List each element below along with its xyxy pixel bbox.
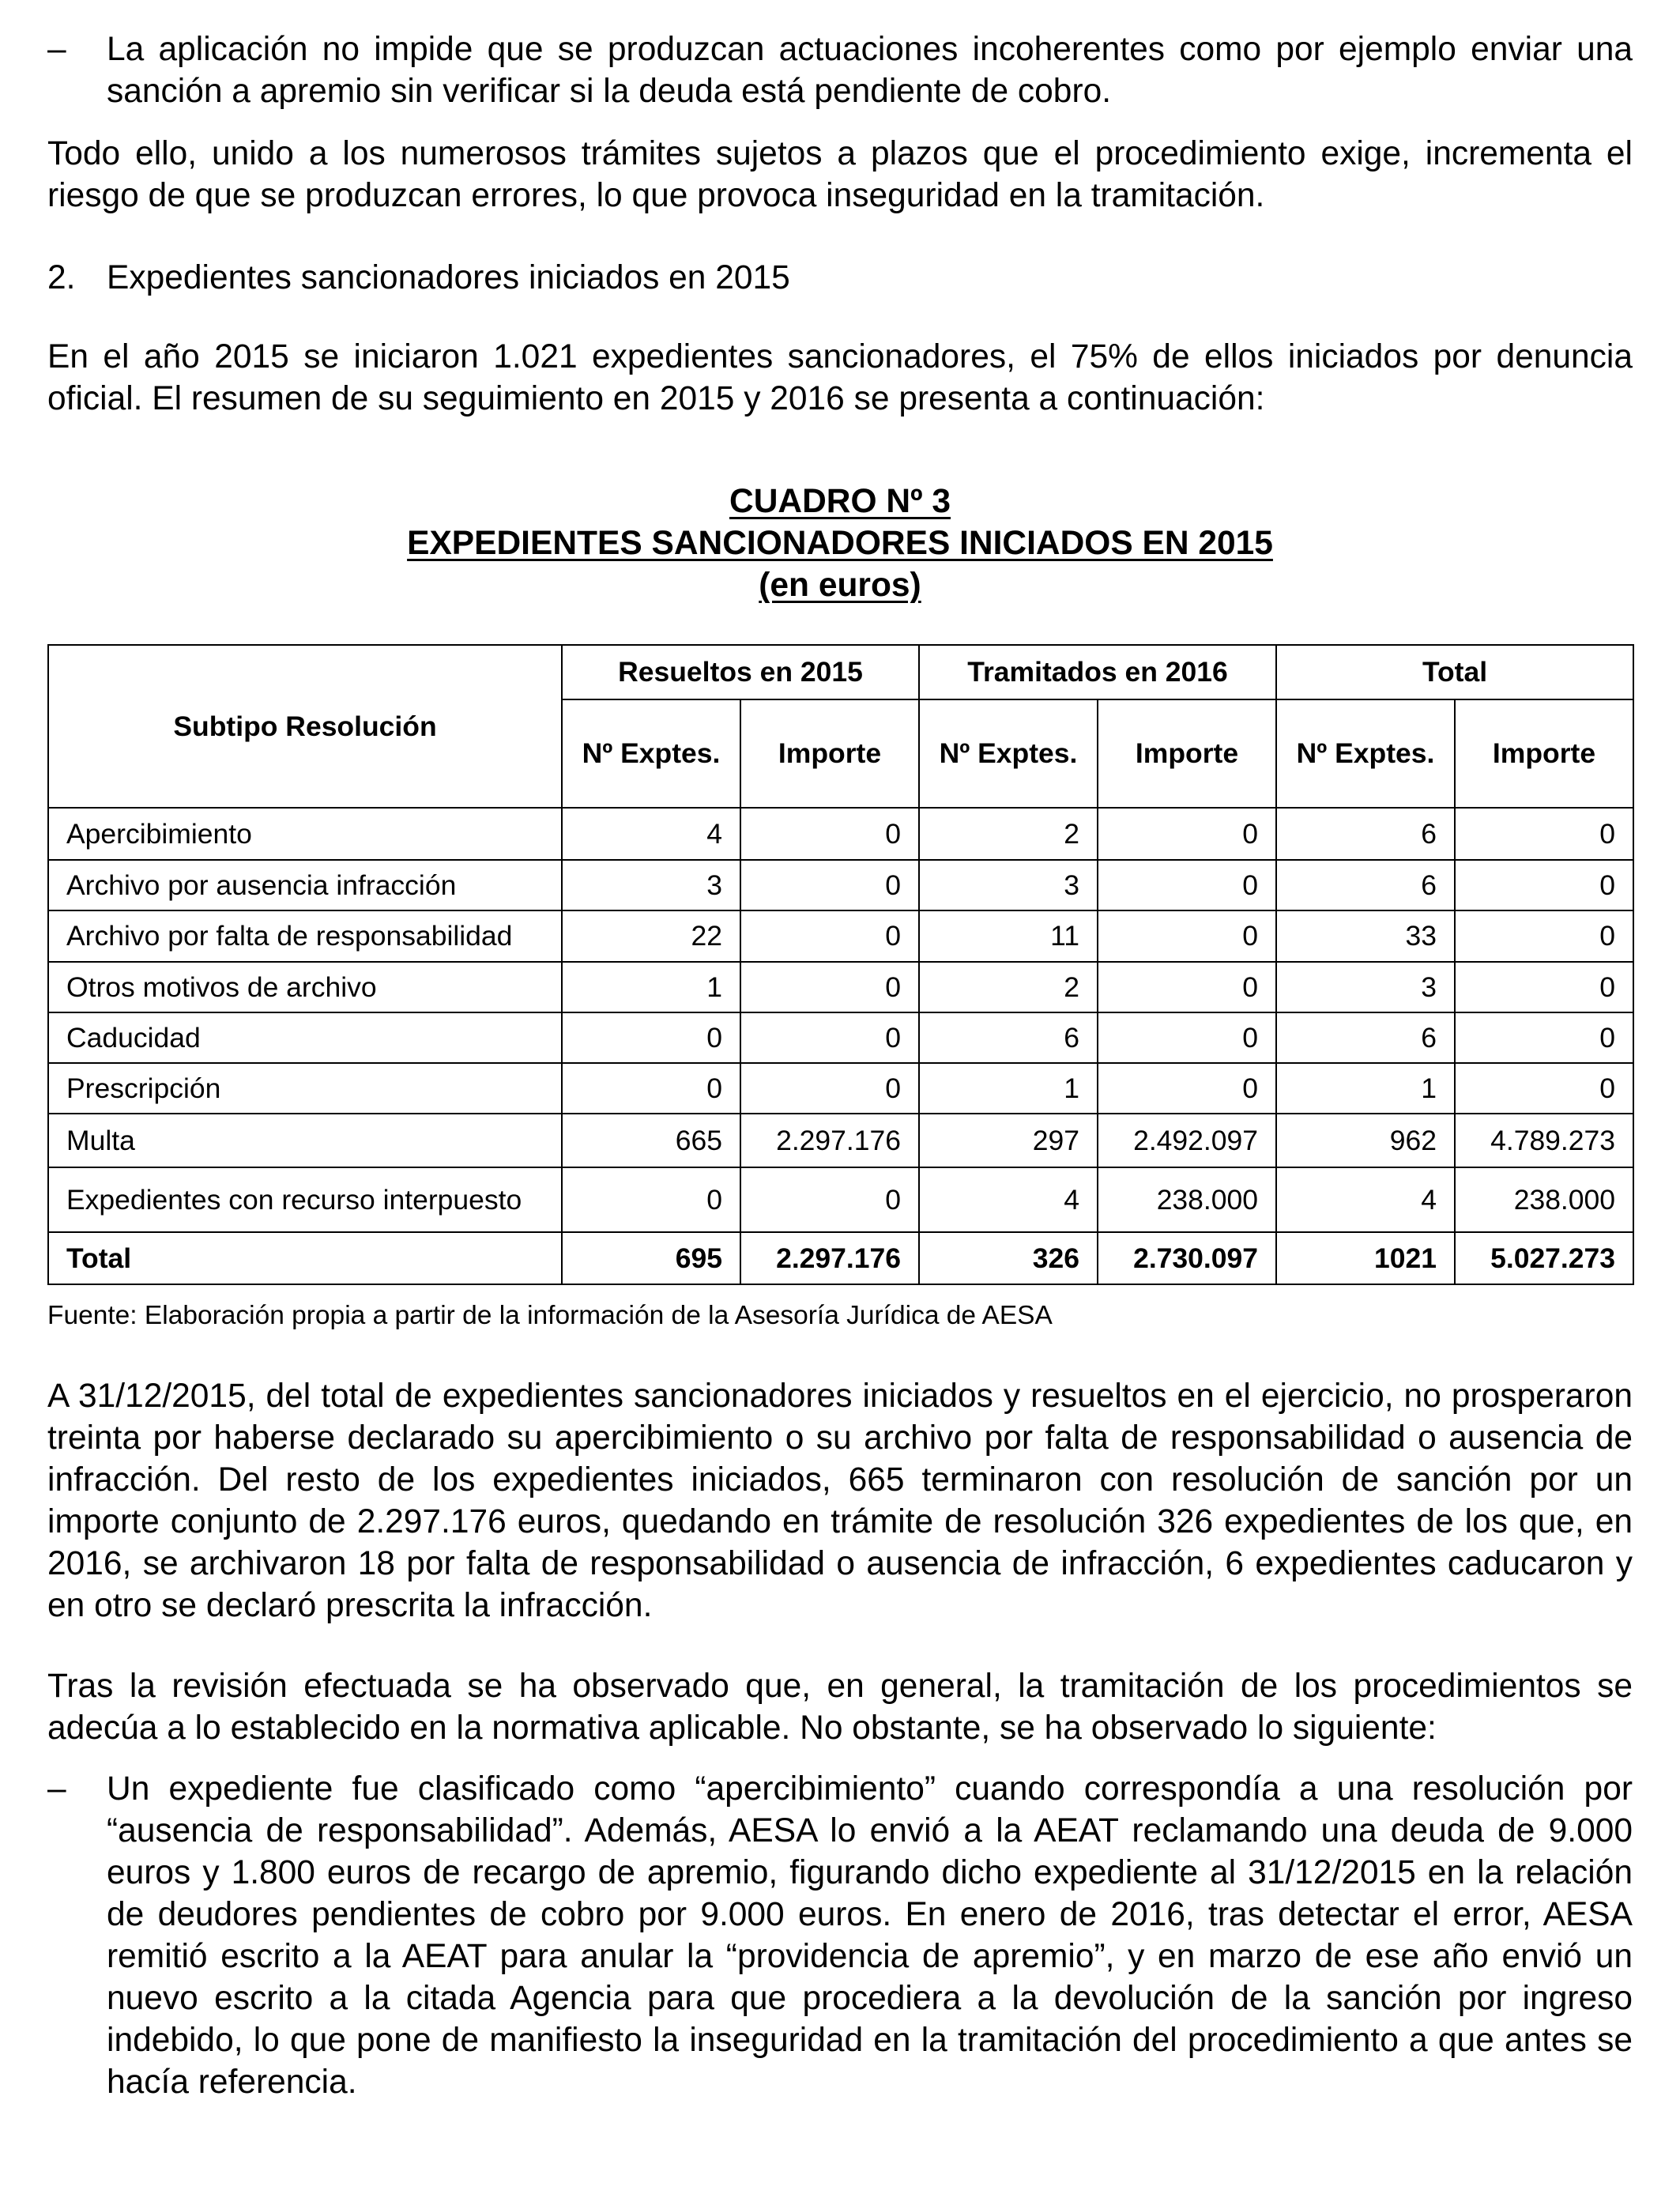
cuadro-3-table <box>47 644 1634 1285</box>
cell-count: 6 <box>1276 860 1455 910</box>
cell-count: 11 <box>919 910 1098 962</box>
cell-count: 0 <box>562 1063 740 1114</box>
cell-count: 2 <box>919 808 1098 860</box>
cell-amount: 0 <box>740 962 919 1012</box>
cell-count: 2 <box>919 962 1098 1012</box>
cell-amount: 0 <box>1098 808 1276 860</box>
cell-amount: 238.000 <box>1455 1167 1633 1232</box>
row-label: Expedientes con recurso interpuesto <box>48 1167 562 1232</box>
table-row <box>48 910 1633 962</box>
bullet-dash: – <box>47 31 66 68</box>
group-header: Resueltos en 2015 <box>562 645 919 699</box>
cell-count: 695 <box>562 1232 740 1284</box>
cell-amount: 0 <box>1455 808 1633 860</box>
paragraph-review: Tras la revisión efectuada se ha observado que, en general, la tramitación de los procedimientos se adecúa a lo establecido en la normativa aplicable. No obstante, se ha observado lo siguiente: <box>47 1668 1633 1747</box>
cell-amount: 5.027.273 <box>1455 1232 1633 1284</box>
row-label: Total <box>48 1232 562 1284</box>
cell-amount: 0 <box>1455 910 1633 962</box>
cell-count: 33 <box>1276 910 1455 962</box>
cell-amount: 0 <box>740 1063 919 1114</box>
cell-count: 0 <box>562 1167 740 1232</box>
table-total-row <box>48 1232 1633 1284</box>
row-label: Otros motivos de archivo <box>48 962 562 1012</box>
cell-amount: 0 <box>740 1012 919 1063</box>
cell-amount: 0 <box>1098 1063 1276 1114</box>
cell-count: 6 <box>1276 1012 1455 1063</box>
sub-header: Importe <box>1455 699 1633 808</box>
row-header: Subtipo Resolución <box>48 645 562 808</box>
cell-amount: 0 <box>1098 1012 1276 1063</box>
cell-amount: 0 <box>740 910 919 962</box>
cell-amount: 0 <box>1455 1012 1633 1063</box>
sub-header: Importe <box>1098 699 1276 808</box>
section-title: Expedientes sancionadores iniciados en 2015 <box>107 259 790 296</box>
table-title <box>0 481 1680 606</box>
cell-amount: 0 <box>1098 860 1276 910</box>
cell-amount: 0 <box>1455 1063 1633 1114</box>
bullet-dash: – <box>47 1770 66 1808</box>
row-label: Multa <box>48 1114 562 1167</box>
cell-count: 3 <box>562 860 740 910</box>
paragraph-risk: Todo ello, unido a los numerosos trámites sujetos a plazos que el procedimiento exige, incrementa el riesgo de que se produzcan errores, lo que provoca inseguridad en la tramitación. <box>47 135 1633 214</box>
table-row <box>48 1167 1633 1232</box>
cell-count: 4 <box>1276 1167 1455 1232</box>
cell-count: 6 <box>1276 808 1455 860</box>
cell-count: 3 <box>1276 962 1455 1012</box>
cell-amount: 0 <box>740 1167 919 1232</box>
table-row <box>48 860 1633 910</box>
sub-header: Nº Exptes. <box>1276 699 1455 808</box>
bullet-text: La aplicación no impide que se produzcan actuaciones incoherentes como por ejemplo enviar una sanción a apremio sin verificar si la deuda está pendiente de cobro. <box>107 31 1633 110</box>
table-row <box>48 1114 1633 1167</box>
table-title-line2: EXPEDIENTES SANCIONADORES INICIADOS EN 2015 <box>407 525 1273 562</box>
table-group-header-row <box>48 645 1633 699</box>
table-row <box>48 1063 1633 1114</box>
table-row <box>48 962 1633 1012</box>
bullet-text: Un expediente fue clasificado como “apercibimiento” cuando correspondía a una resolución por “ausencia de responsabilidad”. Además, AESA lo envió a la AEAT reclamando una deuda de 9.000 euros y 1.800 euros de recargo de apremio, figurando dicho expediente al 31/12/2015 en la relación de deudores pendientes de cobro por 9.000 euros. En enero de 2016, tras detectar el error, AESA remitió escrito a la AEAT para anular la “providencia de apremio”, y en marzo de ese año envió un nuevo escrito a la citada Agencia para que procediera a la devolución de la sanción por ingreso indebido, lo que pone de manifiesto la inseguridad en la tramitación del procedimiento a que antes se hacía referencia. <box>107 1770 1633 2101</box>
cell-count: 326 <box>919 1232 1098 1284</box>
bullet-incoherent-actions <box>47 28 1633 112</box>
cell-amount: 0 <box>740 860 919 910</box>
cell-count: 665 <box>562 1114 740 1167</box>
cell-amount: 2.297.176 <box>740 1114 919 1167</box>
cell-amount: 0 <box>1098 910 1276 962</box>
section-number: 2. <box>47 259 76 296</box>
row-label: Prescripción <box>48 1063 562 1114</box>
cell-count: 4 <box>562 808 740 860</box>
cell-count: 962 <box>1276 1114 1455 1167</box>
cell-amount: 2.730.097 <box>1098 1232 1276 1284</box>
cell-amount: 0 <box>740 808 919 860</box>
section-heading <box>47 257 790 299</box>
row-label: Archivo por ausencia infracción <box>48 860 562 910</box>
sub-header: Importe <box>740 699 919 808</box>
cell-count: 3 <box>919 860 1098 910</box>
cell-count: 22 <box>562 910 740 962</box>
cell-amount: 4.789.273 <box>1455 1114 1633 1167</box>
cell-amount: 0 <box>1455 962 1633 1012</box>
cell-count: 297 <box>919 1114 1098 1167</box>
row-label: Caducidad <box>48 1012 562 1063</box>
cell-count: 1 <box>1276 1063 1455 1114</box>
sub-header: Nº Exptes. <box>919 699 1098 808</box>
cell-count: 1021 <box>1276 1232 1455 1284</box>
cell-amount: 2.492.097 <box>1098 1114 1276 1167</box>
table-row <box>48 1012 1633 1063</box>
paragraph-summary: En el año 2015 se iniciaron 1.021 expedientes sancionadores, el 75% de ellos iniciados por denuncia oficial. El resumen de su seguimiento en 2015 y 2016 se presenta a continuación: <box>47 338 1633 417</box>
cell-amount: 0 <box>1098 962 1276 1012</box>
sub-header: Nº Exptes. <box>562 699 740 808</box>
table-title-line3: (en euros) <box>759 567 921 604</box>
paragraph-results: A 31/12/2015, del total de expedientes sancionadores iniciados y resueltos en el ejercicio, no prosperaron treinta por haberse declarado su apercibimiento o su archivo por falta de responsabilidad o ausencia de infracción. Del resto de los expedientes iniciados, 665 terminaron con resolución de sanción por un importe conjunto de 2.297.176 euros, quedando en trámite de resolución 326 expedientes de los que, en 2016, se archivaron 18 por falta de responsabilidad o ausencia de infracción, 6 expedientes caducaron y en otro se declaró prescrita la infracción. <box>47 1378 1633 1624</box>
bullet-misclassified-file <box>47 1768 1633 2103</box>
row-label: Archivo por falta de responsabilidad <box>48 910 562 962</box>
table-row <box>48 808 1633 860</box>
cell-amount: 2.297.176 <box>740 1232 919 1284</box>
table-title-line1: CUADRO Nº 3 <box>729 483 951 520</box>
cell-count: 1 <box>562 962 740 1012</box>
cell-amount: 0 <box>1455 860 1633 910</box>
group-header: Total <box>1276 645 1633 699</box>
cell-count: 4 <box>919 1167 1098 1232</box>
cell-count: 1 <box>919 1063 1098 1114</box>
cell-count: 0 <box>562 1012 740 1063</box>
group-header: Tramitados en 2016 <box>919 645 1276 699</box>
row-label: Apercibimiento <box>48 808 562 860</box>
table-source: Fuente: Elaboración propia a partir de la información de la Asesoría Jurídica de AESA <box>47 1301 1053 1330</box>
cell-amount: 238.000 <box>1098 1167 1276 1232</box>
cell-count: 6 <box>919 1012 1098 1063</box>
